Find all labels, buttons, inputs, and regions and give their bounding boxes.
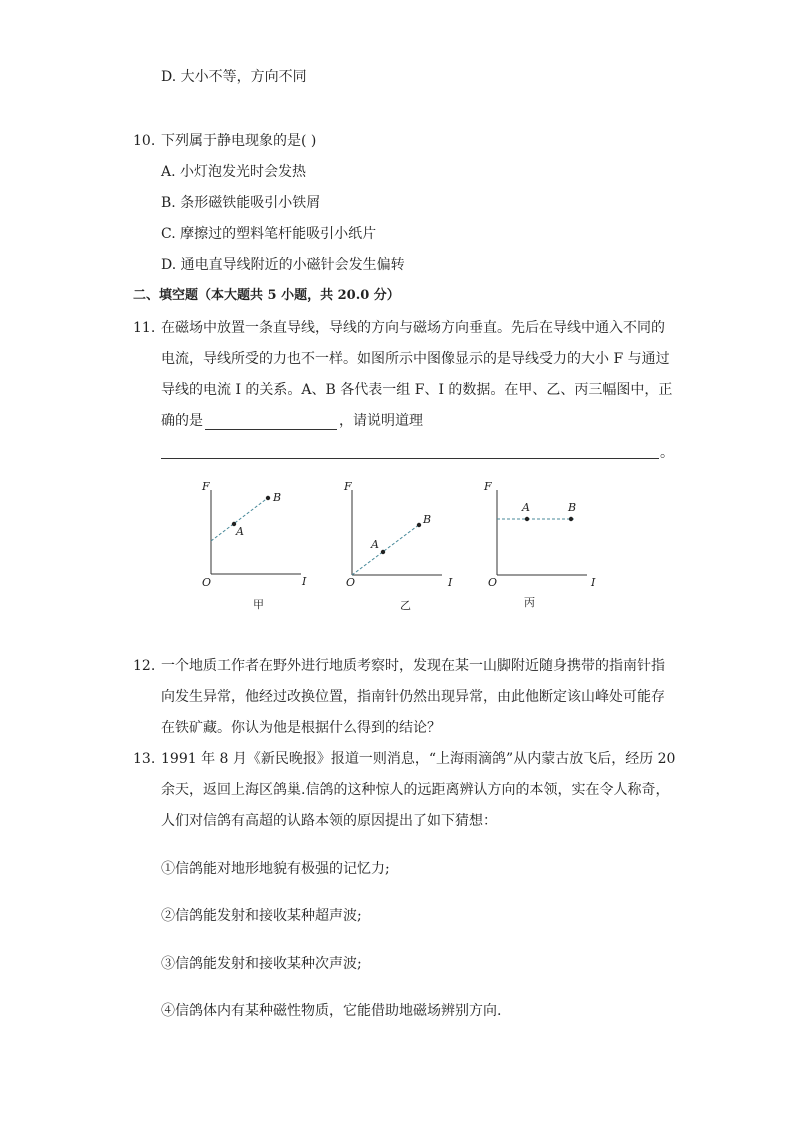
section-title: 二、填空题（本大题共 5 小题，共 20.0 分） <box>133 288 400 303</box>
q12-line-2: 向发生异常，他经过改换位置，指南针仍然出现异常，由此他断定该山峰处可能存 <box>161 689 665 705</box>
graph-yi-point-a <box>381 550 385 554</box>
q11-line-4 <box>161 412 423 430</box>
graph-yi-point-b <box>417 523 421 527</box>
q11-answer-blank[interactable] <box>205 415 337 430</box>
graph-yi-origin-label: O <box>346 576 356 589</box>
graph-bing-point-b <box>569 517 573 521</box>
q11-reason-blank[interactable] <box>161 458 659 459</box>
q10-stem: 下列属于静电现象的是( ) <box>161 133 317 149</box>
graph-bing-f-label: F <box>484 480 492 493</box>
q13-line-3: 人们对信鸽有高超的认路本领的原因提出了如下猜想： <box>161 813 497 829</box>
q10-option-b: B. 条形磁铁能吸引小铁屑 <box>161 195 321 211</box>
q13-number: 13. <box>133 751 156 767</box>
graph-yi-svg <box>340 478 460 613</box>
q9-option-d: D. 大小不等，方向不同 <box>161 69 307 85</box>
q13-guess-3: ③信鸽能发射和接收某种次声波; <box>161 956 362 972</box>
q13-guess-2: ②信鸽能发射和接收某种超声波; <box>161 908 362 924</box>
graph-bing-b-label: B <box>568 501 577 514</box>
q10-option-a: A. 小灯泡发光时会发热 <box>161 164 307 180</box>
q13-guess-1: ①信鸽能对地形地貌有极强的记忆力; <box>161 861 390 877</box>
graph-yi-a-label: A <box>371 538 379 551</box>
graph-yi-b-label: B <box>423 513 432 526</box>
graph-yi <box>340 478 460 613</box>
q12-number: 12. <box>133 658 156 674</box>
graph-bing-caption: 丙 <box>524 596 535 609</box>
graph-bing-origin-label: O <box>488 576 498 589</box>
q11-line-2: 电流，导线所受的力也不一样。如图所示中图像显示的是导线受力的大小 F 与通过 <box>161 351 670 367</box>
q10-number: 10. <box>133 133 156 149</box>
q11-line-3: 导线的电流 I 的关系。A、B 各代表一组 F、I 的数据。在甲、乙、丙三幅图中，正 <box>161 382 673 398</box>
q13-guess-4: ④信鸽体内有某种磁性物质，它能借助地磁场辨别方向. <box>161 1003 502 1019</box>
graph-jia-i-label: I <box>302 575 307 588</box>
q11-line-1: 在磁场中放置一条直导线，导线的方向与磁场方向垂直。先后在导线中通入不同的 <box>161 320 665 336</box>
graph-jia-svg <box>196 478 316 613</box>
graph-bing-a-label: A <box>522 501 530 514</box>
graph-jia-point-b <box>266 496 270 500</box>
q13-line-2: 余天，返回上海区鸽巢.信鸽的这种惊人的远距离辨认方向的本领，实在令人称奇， <box>161 782 670 798</box>
q10-option-d: D. 通电直导线附近的小磁针会发生偏转 <box>161 257 405 273</box>
q11-number: 11. <box>133 320 156 336</box>
graph-jia-b-label: B <box>273 491 282 504</box>
q11-end-period: 。 <box>660 445 674 461</box>
graph-jia-f-label: F <box>202 480 210 493</box>
graph-bing <box>480 478 605 613</box>
graph-jia-origin-label: O <box>202 576 212 589</box>
q11-line-4-after: ，请说明道理 <box>339 413 423 429</box>
graph-yi-dashed-line <box>352 524 420 575</box>
q12-line-1: 一个地质工作者在野外进行地质考察时，发现在某一山脚附近随身携带的指南针指 <box>161 658 665 674</box>
graph-yi-caption: 乙 <box>400 599 411 612</box>
graph-yi-f-label: F <box>344 480 352 493</box>
graph-jia <box>196 478 316 613</box>
graph-bing-point-a <box>525 517 529 521</box>
graph-jia-a-label: A <box>236 525 244 538</box>
q11-line-4-before: 确的是 <box>161 413 203 429</box>
q12-line-3: 在铁矿藏。你认为他是根据什么得到的结论？ <box>161 720 441 736</box>
graph-bing-svg <box>480 478 605 613</box>
q13-line-1: 1991 年 8 月《新民晚报》报道一则消息，“上海雨滴鸽”从内蒙古放飞后，经历 20 <box>161 751 676 767</box>
graph-yi-i-label: I <box>448 576 453 589</box>
graph-bing-i-label: I <box>591 576 596 589</box>
q10-option-c: C. 摩擦过的塑料笔杆能吸引小纸片 <box>161 226 377 242</box>
graph-jia-caption: 甲 <box>253 598 264 611</box>
